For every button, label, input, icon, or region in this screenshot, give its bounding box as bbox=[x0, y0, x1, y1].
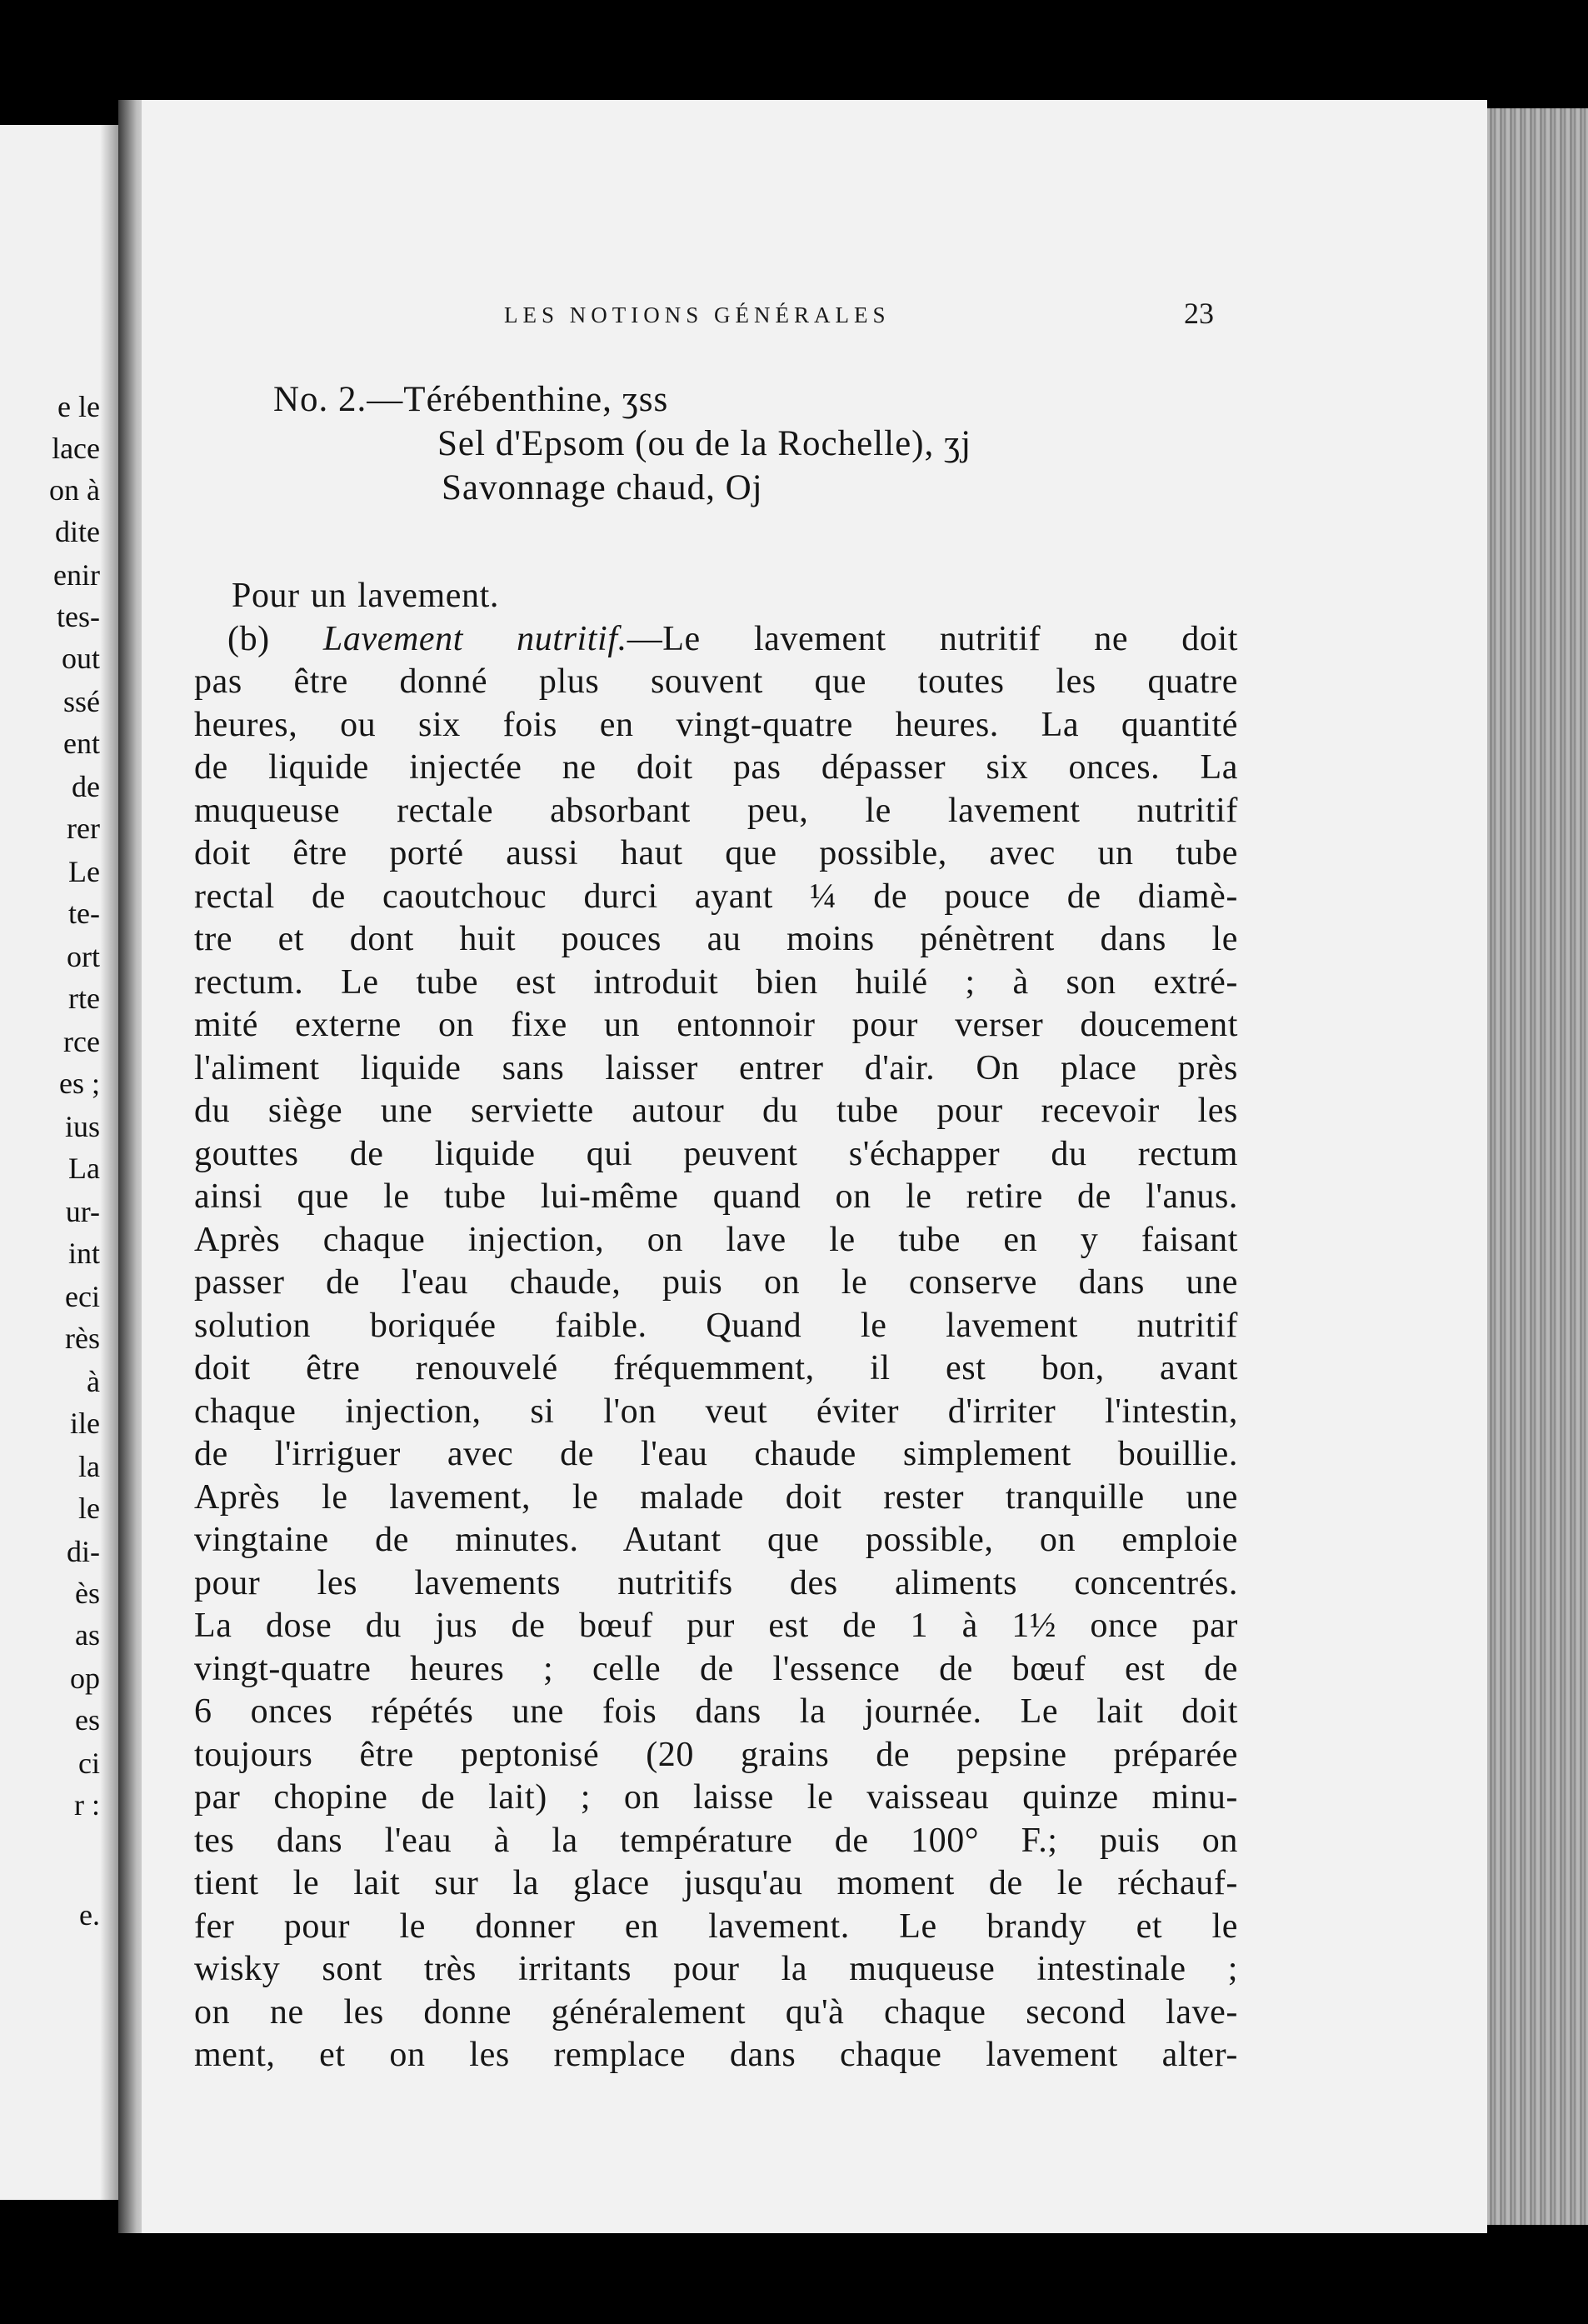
paragraph-line: doit être porté aussi haut que possible, avec un tube bbox=[194, 834, 1238, 872]
paragraph-line: mité externe on fixe un entonnoir pour verser doucement bbox=[194, 1006, 1238, 1044]
previous-page-fragment: es ; bbox=[59, 1067, 100, 1100]
body-text bbox=[194, 575, 1238, 2077]
previous-page-fragment: te- bbox=[68, 897, 100, 930]
body-first-line: Pour un lavement. bbox=[232, 577, 499, 615]
paragraph-line: heures, ou six fois en vingt-quatre heures. La quantité bbox=[194, 705, 1238, 744]
paragraph-line: passer de l'eau chaude, puis on le conserve dans une bbox=[194, 1263, 1238, 1302]
paragraph-line: fer pour le donner en lavement. Le brandy et le bbox=[194, 1907, 1238, 1946]
paragraph-line: gouttes de liquide qui peuvent s'échapper du rectum bbox=[194, 1134, 1238, 1173]
previous-page-fragment: rès bbox=[65, 1322, 100, 1355]
running-head: LES NOTIONS GÉNÉRALES bbox=[504, 302, 891, 327]
previous-page-fragment: eci bbox=[65, 1280, 100, 1313]
previous-page-fragment: e le bbox=[57, 390, 100, 423]
previous-page-fragment: on à bbox=[49, 473, 100, 507]
formula-line-2: Sel d'Epsom (ou de la Rochelle), ʒj bbox=[437, 424, 972, 463]
previous-page-fragment: tes- bbox=[57, 600, 100, 633]
previous-page-fragment: ius bbox=[64, 1110, 100, 1143]
previous-page-fragment: Le bbox=[68, 855, 100, 888]
paragraph-line: Après chaque injection, on lave le tube en y faisant bbox=[194, 1220, 1238, 1259]
paragraph-line: de liquide injectée ne doit pas dépasser six onces. La bbox=[194, 748, 1238, 787]
paragraph-line: vingtaine de minutes. Autant que possible, on emploie bbox=[194, 1521, 1238, 1559]
paragraph-line: du siège une serviette autour du tube pour recevoir les bbox=[194, 1092, 1238, 1130]
previous-page-fragment: ort bbox=[67, 940, 100, 973]
previous-page-fragment: r : bbox=[74, 1788, 100, 1822]
paragraph-line: pour les lavements nutritifs des aliments concentrés. bbox=[194, 1563, 1238, 1602]
previous-page-fragment: op bbox=[70, 1662, 100, 1695]
paragraph-lines bbox=[194, 661, 1238, 2077]
paragraph-line: 6 onces répétés une fois dans la journée. Le lait doit bbox=[194, 1692, 1238, 1731]
previous-page-fragment: ès bbox=[75, 1577, 100, 1610]
paragraph-line: La dose du jus de bœuf pur est de 1 à 1½ once par bbox=[194, 1607, 1238, 1645]
paragraph-line: doit être renouvelé fréquemment, il est bon, avant bbox=[194, 1349, 1238, 1387]
paragraph-line: solution boriquée faible. Quand le lavement nutritif bbox=[194, 1306, 1238, 1345]
previous-page-fragment: out bbox=[61, 642, 100, 675]
paragraph-line: ainsi que le tube lui-même quand on le retire de l'anus. bbox=[194, 1177, 1238, 1216]
previous-page-fragment: ent bbox=[63, 727, 100, 760]
paragraph-line: Après le lavement, le malade doit rester tranquille une bbox=[194, 1477, 1238, 1517]
previous-page-fragment: ile bbox=[70, 1407, 100, 1440]
previous-page-fragment: La bbox=[68, 1152, 100, 1185]
paragraph-line: tes dans l'eau à la température de 100° F.; puis on bbox=[194, 1821, 1238, 1860]
previous-page-fragment: ssé bbox=[63, 685, 100, 718]
previous-page-fragment: di- bbox=[67, 1535, 100, 1568]
page-stack-edge bbox=[1487, 108, 1588, 2225]
section-heading-line bbox=[194, 618, 1238, 662]
paragraph-line: rectum. Le tube est introduit bien huilé ; à son extré- bbox=[194, 962, 1238, 1002]
previous-page-fragment: le bbox=[78, 1492, 100, 1525]
previous-page-fragment: ci bbox=[78, 1747, 100, 1780]
previous-page-fragment: int bbox=[67, 1237, 100, 1270]
paragraph-line: tre et dont huit pouces au moins pénètrent dans le bbox=[194, 920, 1238, 958]
paragraph-line: l'aliment liquide sans laisser entrer d'air. On place près bbox=[194, 1048, 1238, 1087]
paragraph-line: on ne les donne généralement qu'à chaque second lave- bbox=[194, 1992, 1238, 2032]
paragraph-line: muqueuse rectale absorbant peu, le lavement nutritif bbox=[194, 791, 1238, 830]
section-first-line: —Le lavement nutritif ne doit bbox=[627, 619, 1239, 658]
paragraph-line: wisky sont très irritants pour la muqueuse intestinale ; bbox=[194, 1950, 1238, 1988]
section-title: Lavement nutritif. bbox=[322, 619, 627, 658]
formula-line-1: No. 2.—Térébenthine, ʒss bbox=[273, 380, 669, 419]
paragraph-line: vingt-quatre heures ; celle de l'essence de bœuf est de bbox=[194, 1649, 1238, 1688]
previous-page-fragment: dite bbox=[55, 515, 100, 548]
previous-page-fragment: as bbox=[75, 1618, 100, 1652]
previous-page-fragment: e. bbox=[79, 1898, 100, 1932]
previous-page-fragment: de bbox=[72, 770, 100, 803]
paragraph-line: de l'irriguer avec de l'eau chaude simplement bouillie. bbox=[194, 1435, 1238, 1473]
paragraph-line: par chopine de lait) ; on laisse le vaisseau quinze minu- bbox=[194, 1778, 1238, 1817]
previous-page-fragment: à bbox=[87, 1365, 100, 1398]
paragraph-line: tient le lait sur la glace jusqu'au moment de le réchauf- bbox=[194, 1864, 1238, 1902]
previous-page-fragment: enir bbox=[53, 558, 100, 592]
paragraph-line: pas être donné plus souvent que toutes les quatre bbox=[194, 662, 1238, 701]
previous-page-fragment: rte bbox=[68, 982, 100, 1015]
previous-page-fragment: es bbox=[75, 1703, 100, 1737]
previous-page-fragment: rer bbox=[67, 812, 100, 845]
previous-page-fragment: ur- bbox=[65, 1195, 100, 1228]
page-number: 23 bbox=[1184, 297, 1214, 330]
paragraph-line: chaque injection, si l'on veut éviter d'irriter l'intestin, bbox=[194, 1392, 1238, 1431]
previous-page-fragment: rce bbox=[63, 1025, 100, 1058]
previous-page-edge bbox=[0, 125, 118, 2200]
section-label: (b) bbox=[227, 619, 270, 658]
paragraph-line: toujours être peptonisé (20 grains de pepsine préparée bbox=[194, 1735, 1238, 1774]
previous-page-fragment: lace bbox=[52, 432, 100, 465]
paragraph-line: ment, et on les remplace dans chaque lavement alter- bbox=[194, 2036, 1238, 2074]
paragraph-line: rectal de caoutchouc durci ayant ¼ de pouce de diamè- bbox=[194, 877, 1238, 916]
formula-line-3: Savonnage chaud, Oj bbox=[442, 468, 763, 507]
previous-page-fragment: la bbox=[78, 1450, 100, 1483]
